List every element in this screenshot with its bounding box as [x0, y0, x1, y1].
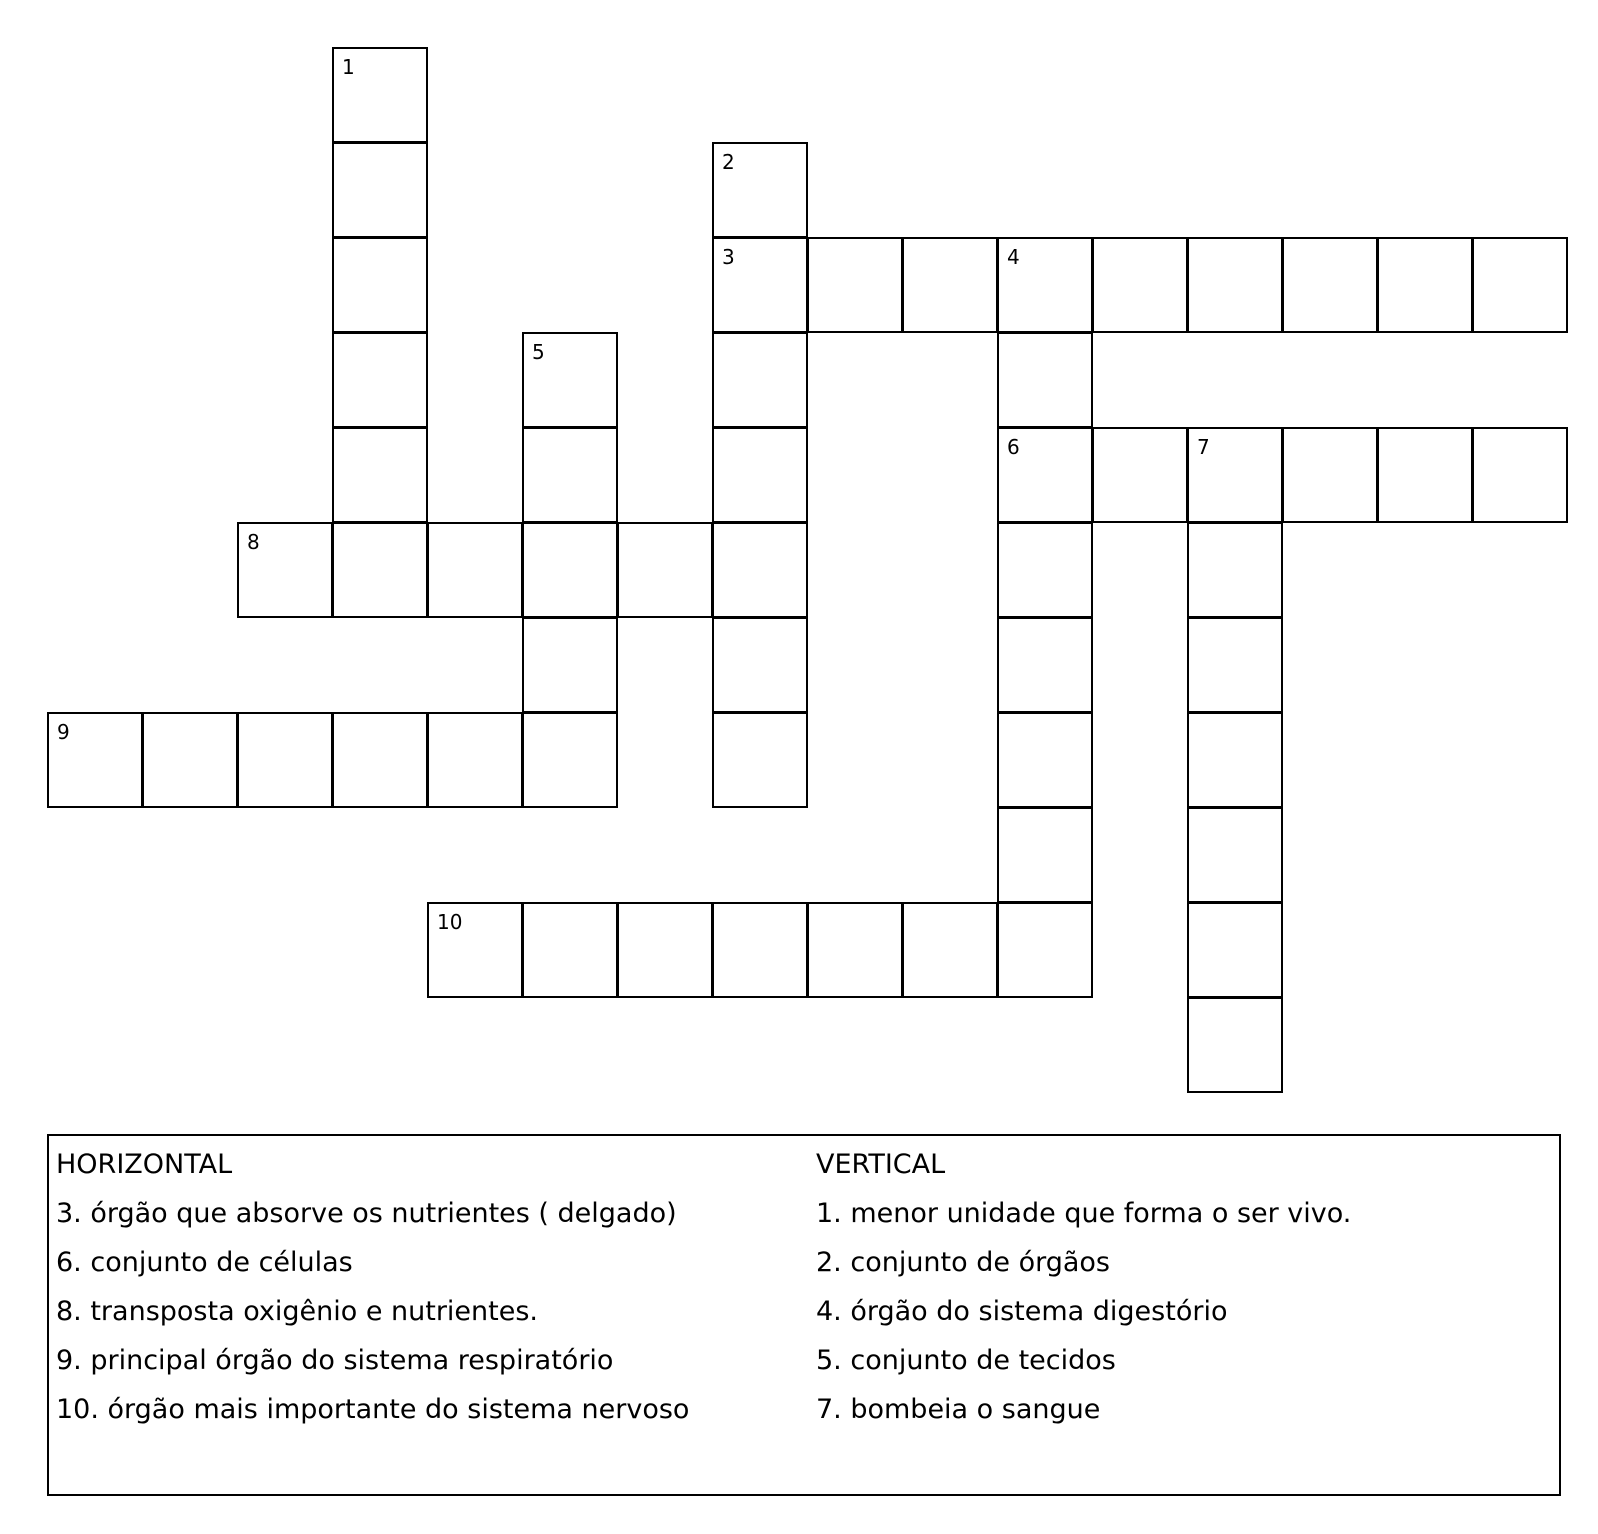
crossword-cell[interactable]: [332, 332, 428, 428]
crossword-cell[interactable]: [1472, 237, 1568, 333]
crossword-cell[interactable]: [712, 142, 808, 238]
crossword-cell[interactable]: [1092, 427, 1188, 523]
cell-number: 1: [342, 55, 355, 79]
crossword-cell[interactable]: [997, 427, 1093, 523]
clue-vertical-4: 4. órgão do sistema digestório: [816, 1296, 1228, 1327]
clue-vertical-5: 5. conjunto de tecidos: [816, 1345, 1116, 1376]
crossword-cell[interactable]: [47, 712, 143, 808]
crossword-cell[interactable]: [617, 522, 713, 618]
crossword-cell[interactable]: [902, 902, 998, 998]
clue-vertical-2: 2. conjunto de órgãos: [816, 1247, 1110, 1278]
crossword-cell[interactable]: [997, 617, 1093, 713]
crossword-cell[interactable]: [427, 522, 523, 618]
clue-horizontal-6: 6. conjunto de células: [56, 1247, 353, 1278]
cell-number: 8: [247, 530, 260, 554]
clue-horizontal-10: 10. órgão mais importante do sistema nervoso: [56, 1394, 690, 1425]
cell-number: 2: [722, 150, 735, 174]
crossword-cell[interactable]: [237, 522, 333, 618]
crossword-cell[interactable]: [522, 712, 618, 808]
crossword-cell[interactable]: [522, 902, 618, 998]
crossword-cell[interactable]: [1187, 807, 1283, 903]
cell-number: 7: [1197, 435, 1210, 459]
clue-horizontal-8: 8. transposta oxigênio e nutrientes.: [56, 1296, 539, 1327]
crossword-cell[interactable]: [332, 712, 428, 808]
crossword-cell[interactable]: [522, 427, 618, 523]
crossword-cell[interactable]: [997, 522, 1093, 618]
crossword-cell[interactable]: [617, 902, 713, 998]
cell-number: 6: [1007, 435, 1020, 459]
clue-horizontal-9: 9. principal órgão do sistema respiratório: [56, 1345, 614, 1376]
clues-box: [47, 1134, 1561, 1496]
crossword-cell[interactable]: [902, 237, 998, 333]
cell-number: 5: [532, 340, 545, 364]
crossword-cell[interactable]: [1092, 237, 1188, 333]
vertical-clues: [816, 1150, 1351, 1444]
crossword-cell[interactable]: [427, 902, 523, 998]
crossword-cell[interactable]: [1187, 997, 1283, 1093]
crossword-cell[interactable]: [712, 902, 808, 998]
crossword-cell[interactable]: [997, 902, 1093, 998]
crossword-cell[interactable]: [712, 427, 808, 523]
clue-vertical-1: 1. menor unidade que forma o ser vivo.: [816, 1198, 1352, 1229]
crossword-cell[interactable]: [1377, 237, 1473, 333]
crossword-cell[interactable]: [997, 332, 1093, 428]
cell-number: 9: [57, 720, 70, 744]
crossword-cell[interactable]: [712, 712, 808, 808]
vertical-heading: VERTICAL: [816, 1149, 946, 1180]
crossword-cell[interactable]: [332, 142, 428, 238]
crossword-cell[interactable]: [332, 522, 428, 618]
crossword-cell[interactable]: [1187, 617, 1283, 713]
crossword-cell[interactable]: [1282, 237, 1378, 333]
crossword-cell[interactable]: [332, 427, 428, 523]
crossword-cell[interactable]: [1187, 902, 1283, 998]
crossword-cell[interactable]: [807, 237, 903, 333]
crossword-cell[interactable]: [997, 712, 1093, 808]
cell-number: 3: [722, 245, 735, 269]
crossword-cell[interactable]: [997, 237, 1093, 333]
crossword-cell[interactable]: [522, 522, 618, 618]
clue-horizontal-3: 3. órgão que absorve os nutrientes ( delgado): [56, 1198, 677, 1229]
crossword-cell[interactable]: [1472, 427, 1568, 523]
crossword-cell[interactable]: [712, 332, 808, 428]
crossword-cell[interactable]: [332, 237, 428, 333]
crossword-cell[interactable]: [1377, 427, 1473, 523]
crossword-cell[interactable]: [237, 712, 333, 808]
crossword-cell[interactable]: [1187, 237, 1283, 333]
crossword-cell[interactable]: [712, 522, 808, 618]
crossword-cell[interactable]: [712, 237, 808, 333]
crossword-cell[interactable]: [522, 332, 618, 428]
crossword-cell[interactable]: [142, 712, 238, 808]
cell-number: 4: [1007, 245, 1020, 269]
clue-vertical-7: 7. bombeia o sangue: [816, 1394, 1101, 1425]
crossword-cell[interactable]: [1187, 427, 1283, 523]
crossword-cell[interactable]: [522, 617, 618, 713]
crossword-cell[interactable]: [1282, 427, 1378, 523]
crossword-cell[interactable]: [712, 617, 808, 713]
crossword-cell[interactable]: [1187, 522, 1283, 618]
crossword-cell[interactable]: [332, 47, 428, 143]
horizontal-clues: [56, 1150, 689, 1444]
crossword-cell[interactable]: [997, 807, 1093, 903]
horizontal-heading: HORIZONTAL: [56, 1149, 233, 1180]
crossword-cell[interactable]: [1187, 712, 1283, 808]
crossword-cell[interactable]: [427, 712, 523, 808]
crossword-cell[interactable]: [807, 902, 903, 998]
cell-number: 10: [437, 910, 463, 934]
